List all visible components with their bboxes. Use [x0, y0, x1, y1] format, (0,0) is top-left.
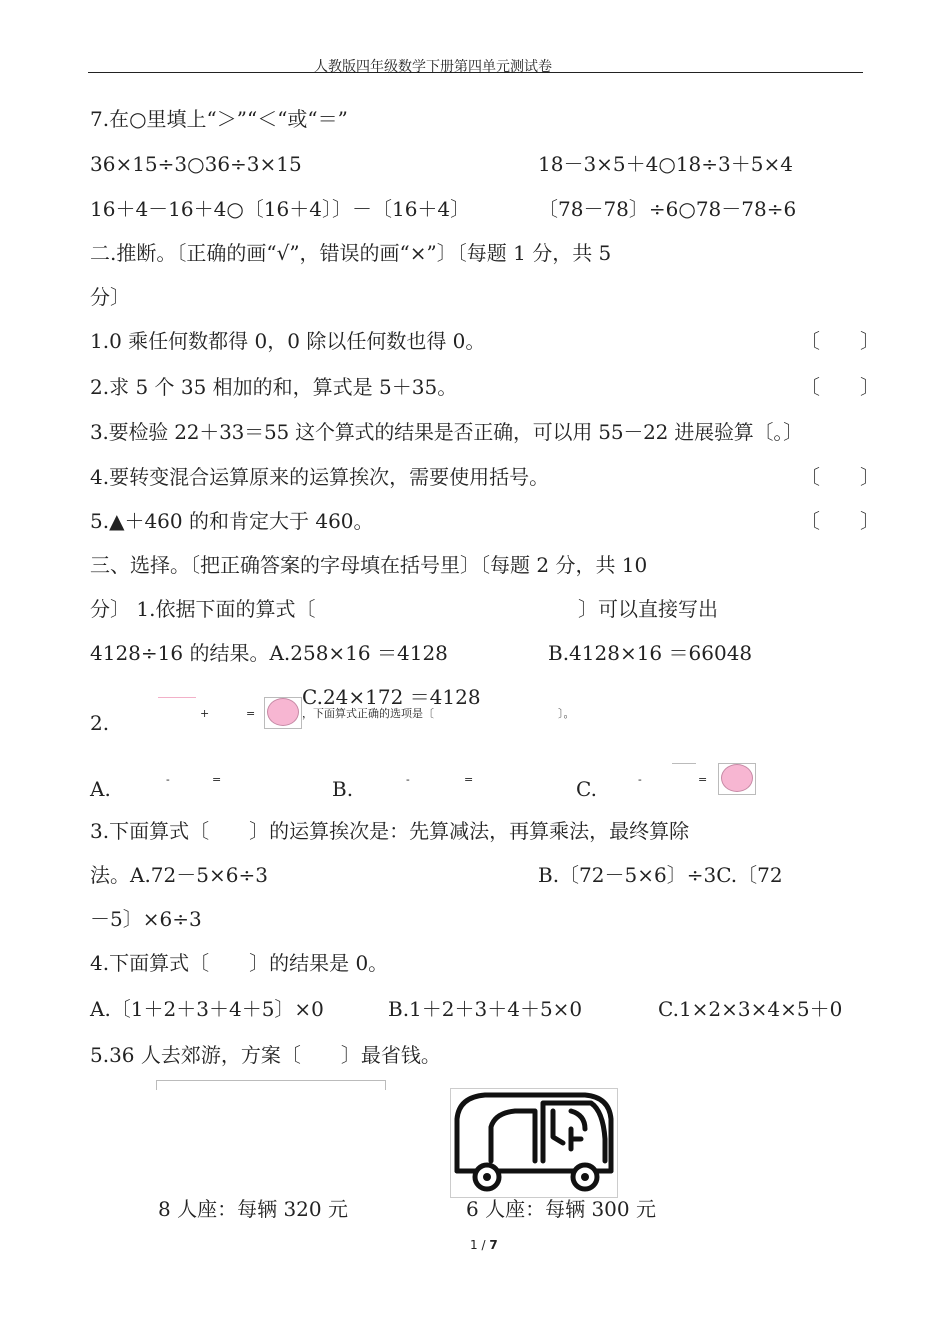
pink-circle-icon [721, 764, 753, 792]
sec3-q3-line1: 3.下面算式〔 〕的运算挨次是：先算减法，再算乘法，最终算除 [90, 819, 690, 843]
pink-circle-icon [267, 698, 299, 726]
car1-caption: 8 人座：每辆 320 元 [158, 1197, 348, 1221]
page-header-title: 人教版四年级数学下册第四单元测试卷 [314, 59, 552, 75]
page-separator: / [477, 1238, 490, 1252]
sec2-title-line1: 二.推断。〔正确的画“√”，错误的画“×”〕〔每题 1 分，共 5 [90, 241, 612, 265]
q2-option-b-label: B. [332, 777, 354, 801]
sec2-item-5-answer-paren[interactable]: 〔 〕 [800, 509, 880, 533]
sec2-title-line2: 分〕 [90, 285, 130, 309]
car2-caption: 6 人座：每辆 300 元 [466, 1197, 656, 1221]
sec2-item-5-text: 5.▲＋460 的和肯定大于 460。 [90, 509, 374, 533]
sec3-q5-line1: 5.36 人去郊游，方案〔 〕最省钱。 [90, 1043, 441, 1067]
car1-image-top-edge [156, 1080, 386, 1081]
sec2-item-1-text: 1.0 乘任何数都得 0，0 除以任何数也得 0。 [90, 329, 486, 353]
sec3-q1-line1-left: 分〕 1.依据下面的算式〔 [90, 597, 316, 621]
sec2-item-2-text: 2.求 5 个 35 相加的和，算式是 5＋35。 [90, 375, 458, 399]
q7-title: 7.在○里填上“＞”“＜“或“＝” [90, 107, 348, 131]
q2-option-a-equals: = [212, 773, 222, 786]
q2-option-c-fragment-line [672, 763, 696, 764]
q2-option-b-equals: = [464, 773, 474, 786]
car1-image-left-edge [156, 1080, 157, 1090]
sec3-q1-option-c: C.24×172 ＝4128 [302, 685, 481, 709]
q7-row1-right: 18－3×5＋4○18÷3＋5×4 [538, 152, 793, 176]
sec3-q1-line2: 4128÷16 的结果。A.258×16 ＝4128 [90, 641, 448, 665]
sec2-item-2-answer-paren[interactable]: 〔 〕 [800, 375, 880, 399]
q7-row2-right: 〔78－78〕÷6○78－78÷6 [538, 197, 797, 221]
car1-image-right-edge [385, 1080, 386, 1090]
sec2-item-1-answer-paren[interactable]: 〔 〕 [800, 329, 880, 353]
q2-option-a-label: A. [90, 777, 111, 801]
q2-plus-sign: + [200, 707, 210, 720]
page-current: 1 [470, 1238, 478, 1252]
sec3-q3-line3: －5〕×6÷3 [90, 907, 202, 931]
q2-fragment-line [158, 697, 196, 698]
sec3-q4-option-b: B.1＋2＋3＋4＋5×0 [388, 997, 583, 1021]
sec3-q2-label: 2. [90, 711, 110, 735]
q2-option-c-minus: - [638, 773, 642, 786]
sec2-item-4-text: 4.要转变混合运算原来的运算挨次，需要使用括号。 [90, 465, 550, 489]
sec2-item-4-answer-paren[interactable]: 〔 〕 [800, 465, 880, 489]
q2-question-text: ，下面算式正确的选项是〔 [302, 707, 434, 720]
q2-option-b-minus: - [406, 773, 410, 786]
sec3-q4-option-c: C.1×2×3×4×5＋0 [658, 997, 843, 1021]
page-total: 7 [489, 1238, 498, 1252]
sec3-q3-line2-right: B.〔72－5×6〕÷3C.〔72 [538, 863, 783, 887]
q2-option-c-equals: = [698, 773, 708, 786]
sec3-q4-option-a: A.〔1＋2＋3＋4＋5〕×0 [90, 997, 324, 1021]
header-rule [88, 72, 863, 73]
q2-question-close: 〕。 [558, 707, 575, 720]
q2-option-a-minus: - [166, 773, 170, 786]
tuk-tuk-icon [451, 1089, 617, 1197]
sec3-q1-option-b: B.4128×16 ＝66048 [548, 641, 753, 665]
sec3-q3-line2-left: 法。A.72－5×6÷3 [90, 863, 268, 887]
page-number [470, 1238, 498, 1252]
sec3-q1-line1-right: 〕可以直接写出 [578, 597, 718, 621]
car2-image-frame [450, 1088, 618, 1198]
q2-equals-sign: = [246, 707, 256, 720]
q7-row1-left: 36×15÷3○36÷3×15 [90, 152, 302, 176]
sec3-q4-line1: 4.下面算式〔 〕的结果是 0。 [90, 951, 389, 975]
sec3-title: 三、选择。〔把正确答案的字母填在括号里〕〔每题 2 分，共 10 [90, 553, 648, 577]
sec2-item-3-text: 3.要检验 22＋33＝55 这个算式的结果是否正确，可以用 55－22 进展验算〔。〕 [90, 420, 803, 444]
q7-row2-left: 16＋4－16＋4○〔16＋4〕〕－〔16＋4〕 [90, 197, 471, 221]
q2-option-c-label: C. [576, 777, 597, 801]
